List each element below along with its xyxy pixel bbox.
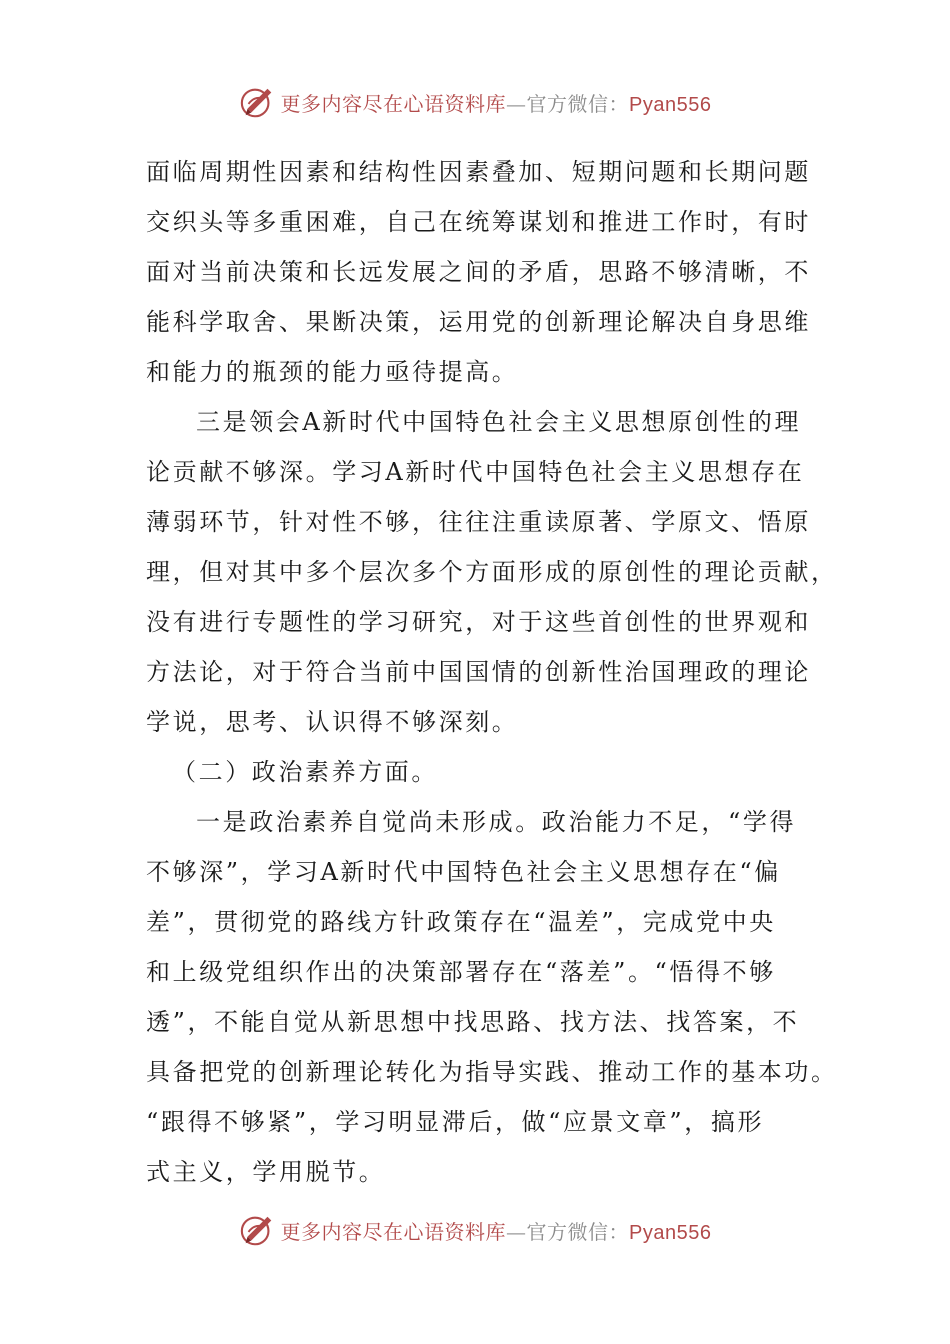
official-text: 官方微信： [526, 91, 630, 116]
text-line: 能科学取舍、果断决策，运用党的创新理论解决自身思维 [146, 308, 811, 336]
separator: — [506, 91, 527, 116]
banner-text [281, 88, 712, 117]
text-line: 具备把党的创新理论转化为指导实践、推动工作的基本功。 [146, 1058, 838, 1086]
text-line: 和能力的瓶颈的能力亟待提高。 [146, 358, 519, 386]
pen-logo-icon [239, 1211, 277, 1249]
official-text: 官方微信： [526, 1219, 630, 1244]
header-banner [0, 80, 950, 124]
site-text: 更多内容尽在心语资料库 [280, 91, 507, 116]
text-line: 透”，不能自觉从新思想中找思路、找方法、找答案，不 [146, 1008, 800, 1036]
paragraph-start-line: 三是领会A新时代中国特色社会主义思想原创性的理 [196, 408, 802, 436]
text-line: 没有进行专题性的学习研究，对于这些首创性的世界观和 [146, 608, 811, 636]
site-text: 更多内容尽在心语资料库 [280, 1219, 507, 1244]
text-line: 式主义，学用脱节。 [146, 1158, 386, 1186]
pen-logo-icon [239, 83, 277, 121]
footer-banner [0, 1208, 950, 1252]
wechat-id: Pyan556 [629, 1221, 712, 1244]
separator: — [506, 1219, 527, 1244]
text-line: 论贡献不够深。学习A新时代中国特色社会主义思想存在 [146, 458, 805, 486]
document-body [146, 147, 838, 1197]
text-line: 学说，思考、认识得不够深刻。 [146, 708, 519, 736]
text-line: “跟得不够紧”，学习明显滞后，做“应景文章”，搞形 [146, 1108, 765, 1136]
text-line: 面临周期性因素和结构性因素叠加、短期问题和长期问题 [146, 158, 811, 186]
text-line: 交织头等多重困难，自己在统筹谋划和推进工作时，有时 [146, 208, 811, 236]
text-line: 不够深”，学习A新时代中国特色社会主义思想存在“偏 [146, 858, 781, 886]
text-line: 差”，贯彻党的路线方针政策存在“温差”，完成党中央 [146, 908, 776, 936]
text-line: 理，但对其中多个层次多个方面形成的原创性的理论贡献， [146, 558, 838, 586]
text-line: 和上级党组织作出的决策部署存在“落差”。“悟得不够 [146, 958, 776, 986]
wechat-id: Pyan556 [629, 93, 712, 116]
text-line: 方法论，对于符合当前中国国情的创新性治国理政的理论 [146, 658, 811, 686]
banner-text [281, 1216, 712, 1245]
paragraph-start-line: 一是政治素养自觉尚未形成。政治能力不足，“学得 [196, 808, 797, 836]
text-line: 面对当前决策和长远发展之间的矛盾，思路不够清晰，不 [146, 258, 811, 286]
text-line: 薄弱环节，针对性不够，往往注重读原著、学原文、悟原 [146, 508, 811, 536]
section-heading: （二）政治素养方面。 [172, 758, 438, 786]
